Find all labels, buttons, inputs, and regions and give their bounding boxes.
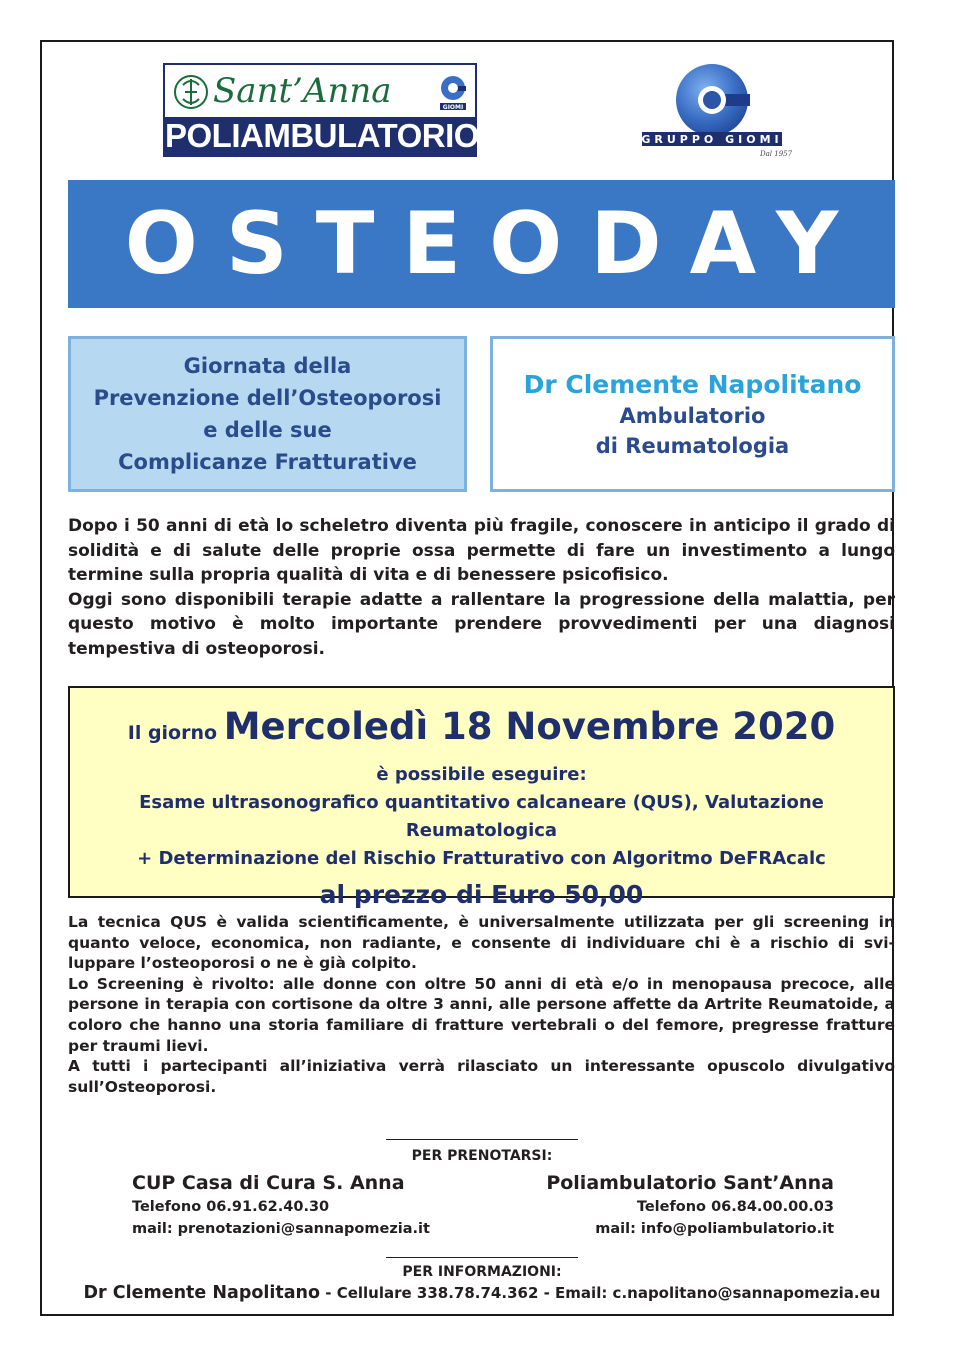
intro-text — [68, 514, 895, 661]
offer-line: Esame ultrasonografico quantitativo calcaneare (QUS), Valutazione Reumatologica — [139, 792, 824, 841]
info-contact-line — [0, 1283, 964, 1303]
giomi-since-text: Dal 1957 — [760, 150, 792, 158]
department-line: Ambulatorio — [619, 404, 766, 428]
offer-price: al prezzo di Euro 50,00 — [319, 880, 644, 909]
info-contact-name: Dr Clemente Napolitano — [83, 1283, 321, 1303]
offer-date-line — [70, 700, 893, 761]
details-paragraph: La tecnica QUS è valida scientificamente, è universalmente utilizzata per gli screening in quanto veloce, economica, non radiante, e consente di individuare chi è a rischio di svi-luppare l’osteoporosi o ne è già colpito. — [68, 913, 895, 973]
event-description-box — [68, 336, 467, 492]
intro-paragraph: Oggi sono disponibili terapie adatte a rallentare la progressione della malattia, per questo motivo è molto importante prendere provvedimenti per una diagnosi tempestiva di osteoporosi. — [68, 589, 895, 659]
event-line: e delle sue — [203, 418, 332, 442]
event-line: Prevenzione dell’Osteoporosi — [93, 386, 442, 410]
offer-line: + Determinazione del Rischio Fratturativo con Algoritmo DeFRAcalc — [137, 848, 826, 869]
details-paragraph: Lo Screening è rivolto: alle donne con oltre 50 anni di età e/o in menopausa precoce, alle persone in terapia con cortisone da oltre 3 anni, alle persone affette da Artrite Reumatoide, a coloro che hanno una storia familiare di fratture vertebrali o del femore, pregresse fratture per traumi lievi. — [68, 974, 895, 1055]
event-line: Complicanze Fratturative — [118, 450, 417, 474]
contact-email-link[interactable]: mail: prenotazioni@sannapomezia.it — [132, 1221, 430, 1237]
santanna-logo-top — [165, 65, 475, 119]
giomi-logo-icon — [632, 58, 792, 160]
booking-divider — [386, 1139, 578, 1140]
event-line: Giornata della — [183, 354, 352, 378]
contact-name: Poliambulatorio Sant’Anna — [546, 1172, 834, 1194]
info-heading: PER INFORMAZIONI: — [402, 1264, 562, 1280]
details-paragraph: A tutti i partecipanti all’iniziativa verrà rilasciato un interessante opuscolo divulgativo sull’Osteoporosi. — [68, 1057, 895, 1096]
details-text — [68, 912, 895, 1097]
info-contact-details: - Cellulare 338.78.74.362 - Email: c.napolitano@sannapomezia.eu — [320, 1284, 881, 1302]
intro-paragraph: Dopo i 50 anni di età lo scheletro diventa più fragile, conoscere in anticipo il grado di solidità e di salute delle proprie ossa permette di fare un investimento a lungo termine sulla propria qualità di vita e di benessere psicofisico. — [68, 516, 895, 585]
department-line: di Reumatologia — [595, 434, 790, 458]
giomi-small-label: GIOMI — [442, 104, 464, 111]
event-description-text — [94, 350, 442, 478]
contact-phone: Telefono 06.84.00.00.03 — [636, 1199, 834, 1215]
santanna-monogram-icon — [173, 71, 209, 113]
offer-line: è possibile eseguire: — [376, 764, 587, 785]
giomi-name-text: GRUPPO GIOMI — [641, 133, 783, 146]
offer-date-prefix: Il giorno — [127, 722, 224, 744]
santanna-bar-text: POLIAMBULATORIO — [165, 117, 479, 154]
doctor-name: Dr Clemente Napolitano — [523, 370, 862, 399]
giomi-small-icon — [437, 73, 469, 113]
contact-email-link[interactable]: mail: info@poliambulatorio.it — [595, 1221, 834, 1237]
booking-heading: PER PRENOTARSI: — [411, 1148, 553, 1164]
info-divider — [386, 1257, 578, 1258]
contact-phone: Telefono 06.91.62.40.30 — [132, 1199, 330, 1215]
santanna-logo — [163, 63, 477, 157]
santanna-script-text: Sant’Anna — [213, 71, 392, 111]
offer-box — [68, 686, 895, 909]
page-title: OSTEODAY — [68, 180, 895, 308]
doctor-box — [490, 336, 895, 492]
booking-contact-right — [546, 1170, 834, 1240]
contact-name: CUP Casa di Cura S. Anna — [132, 1172, 405, 1194]
offer-date: Mercoledì 18 Novembre 2020 — [223, 705, 836, 748]
booking-contact-left — [132, 1170, 430, 1240]
